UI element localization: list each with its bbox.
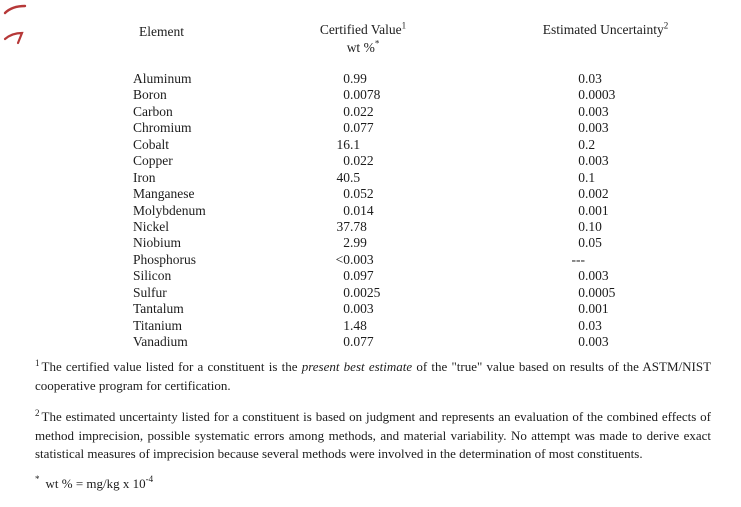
table-row <box>0 170 741 186</box>
table-row <box>0 252 741 268</box>
footnote-certified-value <box>35 357 711 395</box>
footnote-ref-2: 2 <box>663 20 669 31</box>
element-name: Tantalum <box>133 301 184 317</box>
footnote-star-exponent: -4 <box>145 474 154 485</box>
element-name: Carbon <box>133 103 173 119</box>
uncertainty-value: 0.0005 <box>578 284 616 300</box>
uncertainty-value: 0.03 <box>578 71 602 86</box>
certified-value: 40.5 <box>336 169 361 185</box>
table-header <box>0 0 741 70</box>
table-row <box>0 285 741 301</box>
footnote-marker-star: * <box>35 474 40 485</box>
footnote-ref-star: * <box>374 38 380 49</box>
element-name: Phosphorus <box>133 251 197 267</box>
table-body <box>0 71 741 350</box>
table-row <box>0 71 741 87</box>
footnote-marker-1: 1 <box>35 357 40 368</box>
element-name: Sulfur <box>133 284 167 300</box>
column-header-element <box>139 24 184 40</box>
column-header-uncertainty-label: Estimated Uncertainty <box>542 22 664 37</box>
certified-value: 0.097 <box>343 268 374 284</box>
uncertainty-value: 0.1 <box>578 169 596 185</box>
certified-value: 0.022 <box>343 153 374 169</box>
uncertainty-value: 0.10 <box>578 218 602 234</box>
footnote-1-text-italic: present best estimate <box>301 359 413 374</box>
column-header-element-label: Element <box>139 24 184 39</box>
uncertainty-value: 0.001 <box>578 301 609 317</box>
table-row <box>0 137 741 153</box>
uncertainty-value: 0.003 <box>578 153 609 169</box>
element-name: Chromium <box>133 120 192 136</box>
table-row <box>0 318 741 334</box>
element-name: Copper <box>133 153 173 169</box>
table-row <box>0 186 741 202</box>
footnote-unit-conversion <box>35 474 711 493</box>
element-name: Manganese <box>133 186 195 202</box>
table-row <box>0 203 741 219</box>
certified-value: 0.014 <box>343 202 374 218</box>
uncertainty-value: 0.0003 <box>578 87 616 103</box>
column-header-estimated-uncertainty <box>470 22 741 38</box>
column-header-certified-label: Certified Value <box>319 22 402 37</box>
uncertainty-value: 0.003 <box>578 268 609 284</box>
footnote-marker-2: 2 <box>35 407 40 418</box>
certified-value: 2.99 <box>343 235 367 251</box>
table-row <box>0 334 741 350</box>
certified-value: 0.0025 <box>343 284 381 300</box>
element-name: Boron <box>133 87 167 103</box>
footnote-1-text-post: of the "true" value based on results of the ASTM/NIST cooperative program for certification. <box>35 359 712 393</box>
uncertainty-value: 0.003 <box>578 120 609 136</box>
uncertainty-value: 0.03 <box>578 317 602 333</box>
certified-value: <0.003 <box>335 251 374 267</box>
uncertainty-value: 0.05 <box>578 235 602 251</box>
table-row <box>0 235 741 251</box>
footnote-1-text-pre: The certified value listed for a constituent is the <box>41 359 302 374</box>
element-name: Niobium <box>133 235 182 251</box>
certified-value: 0.077 <box>343 120 374 136</box>
table-row <box>0 104 741 120</box>
uncertainty-value: 0.2 <box>578 136 596 152</box>
certified-value: 37.78 <box>336 218 367 234</box>
element-name: Aluminum <box>133 71 192 86</box>
table-row <box>0 87 741 103</box>
uncertainty-value: 0.003 <box>578 334 609 349</box>
uncertainty-value: --- <box>571 251 585 267</box>
column-header-certified-value <box>255 21 471 57</box>
certified-value: 16.1 <box>336 136 361 152</box>
table-row <box>0 219 741 235</box>
table-row <box>0 301 741 317</box>
uncertainty-value: 0.003 <box>578 103 609 119</box>
element-name: Nickel <box>133 218 169 234</box>
element-name: Titanium <box>133 317 183 333</box>
table-row <box>0 120 741 136</box>
element-name: Silicon <box>133 268 172 284</box>
certified-value: 0.99 <box>343 71 367 86</box>
certified-value: 0.022 <box>343 103 374 119</box>
footnote-star-text: wt % = mg/kg x 10 <box>45 475 146 491</box>
footnotes-section <box>35 357 711 493</box>
uncertainty-value: 0.002 <box>578 186 609 202</box>
footnote-ref-1: 1 <box>401 20 407 31</box>
column-header-unit-label: wt % <box>346 40 375 55</box>
certified-value: 0.077 <box>343 334 374 349</box>
certified-value: 1.48 <box>343 317 367 333</box>
table-row <box>0 153 741 169</box>
certified-value: 0.0078 <box>343 87 381 103</box>
element-name: Iron <box>133 169 156 185</box>
table-row <box>0 268 741 284</box>
uncertainty-value: 0.001 <box>578 202 609 218</box>
element-name: Molybdenum <box>133 202 206 218</box>
certified-value: 0.003 <box>343 301 374 317</box>
certified-value: 0.052 <box>343 186 374 202</box>
element-name: Cobalt <box>133 136 169 152</box>
footnote-2-text: The estimated uncertainty listed for a constituent is based on judgment and represents an evaluation of the combined effects of method imprecision, possible systematic errors among methods, and material variability. No attempt was made to derive exact statistical measures of imprecision because several methods were involved in the determination of most constituents. <box>35 409 711 462</box>
element-name: Vanadium <box>133 334 188 349</box>
footnote-estimated-uncertainty <box>35 408 711 464</box>
